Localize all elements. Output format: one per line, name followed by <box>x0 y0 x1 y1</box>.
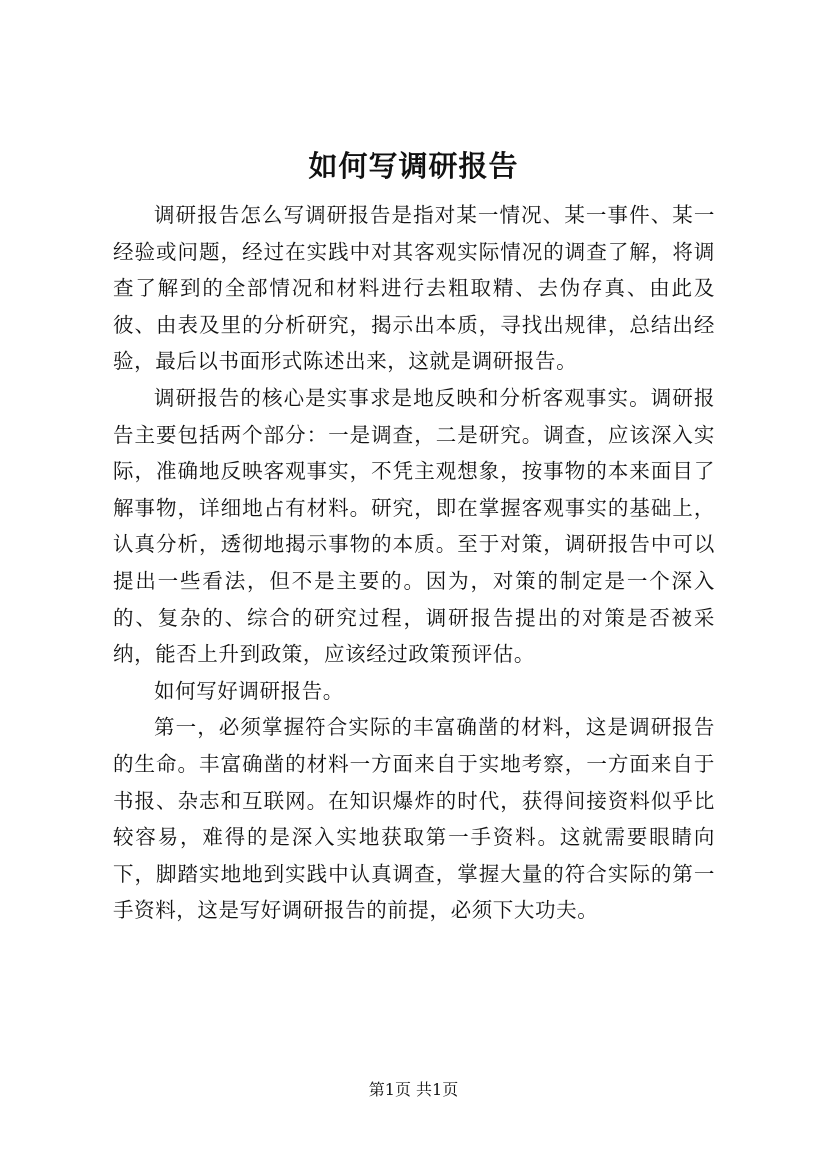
document-title: 如何写调研报告 <box>308 149 519 183</box>
page-footer: 第1页 共1页 <box>368 1080 459 1099</box>
paragraph-core: 调研报告的核心是实事求是地反映和分析客观事实。调研报告主要包括两个部分：一是调查，二是研究。调查，应该深入实际，准确地反映客观事实，不凭主观想象，按事物的本来面目了解事物，详细地占有材料。研究，即在掌握客观事实的基础上，认真分析，透彻地揭示事物的本质。至于对策，调研报告中可以提出一些看法，但不是主要的。因为，对策的制定是一个深入的、复杂的、综合的研究过程，调研报告提出的对策是否被采纳，能否上升到政策，应该经过政策预评估。 <box>113 385 715 667</box>
paragraph-how-to: 如何写好调研报告。 <box>154 678 344 703</box>
document-body <box>113 197 715 929</box>
paragraph-first: 第一，必须掌握符合实际的丰富确凿的材料，这是调研报告的生命。丰富确凿的材料一方面来自于实地考察，一方面来自于书报、杂志和互联网。在知识爆炸的时代，获得间接资料似乎比较容易，难得的是深入实地获取第一手资料。这就需要眼睛向下，脚踏实地地到实践中认真调查，掌握大量的符合实际的第一手资料，这是写好调研报告的前提，必须下大功夫。 <box>113 715 715 923</box>
paragraph-intro: 调研报告怎么写调研报告是指对某一情况、某一事件、某一经验或问题，经过在实践中对其客观实际情况的调查了解，将调查了解到的全部情况和材料进行去粗取精、去伪存真、由此及彼、由表及里的分析研究，揭示出本质，寻找出规律，总结出经验，最后以书面形式陈述出来，这就是调研报告。 <box>113 203 715 374</box>
